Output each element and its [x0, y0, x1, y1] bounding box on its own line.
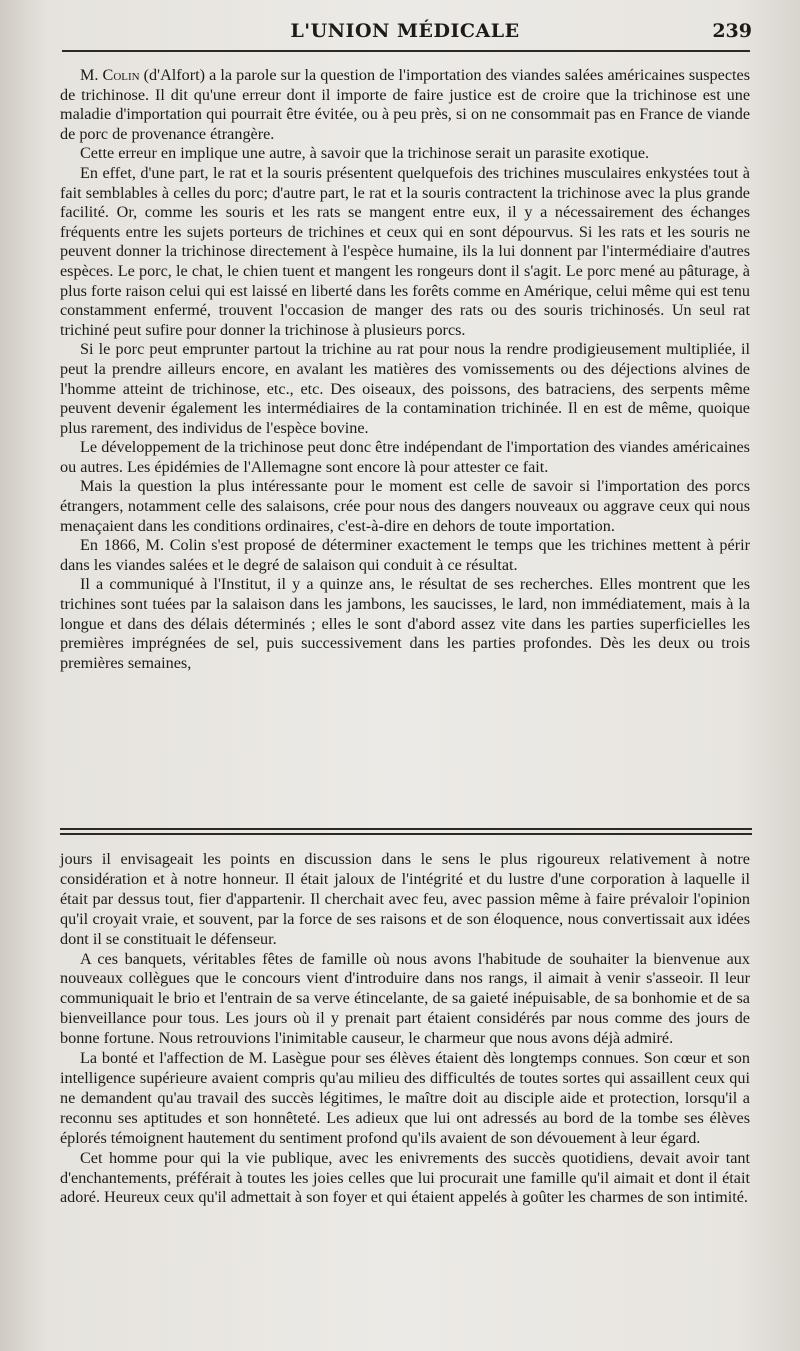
main-article — [60, 66, 750, 673]
continuation-paragraph: jours il envisageait les points en discussion dans le sens le plus rigoureux relativement à notre considération et à notre honneur. Il était jaloux de l'intégrité et du lustre d'une corporation à laquelle il était par dessus tout, fier d'appartenir. Il cherchait avec feu, avec passion même à faire prévaloir l'opinion qu'il croyait vraie, et souvent, par la force de ses raisons et de son éloquence, nous convertissait aux idées dont il se constituait le défenseur. — [60, 850, 750, 948]
continuation-paragraph: Cet homme pour qui la vie publique, avec les enivrements des succès quotidiens, devait avoir tant d'enchantements, préférait à toutes les joies celles que lui procurait une famille qu'il aimait et dont il était adoré. Heureux ceux qu'il admettait à son foyer et qui étaient appelés à goûter les charmes de son intimité. — [60, 1148, 750, 1207]
paragraph-text: (d'Alfort) a la parole sur la question de l'importation des viandes salées américaines suspectes de trichinose. Il dit qu'une erreur dont il importe de faire justice est de croire que la trichinose est une maladie d'importation qui pourrait être évitée, ou à peu près, si on ne consommait pas en France de viande de porc de provenance étrangère. — [60, 66, 750, 143]
continuation-paragraph: La bonté et l'affection de M. Lasègue pour ses élèves étaient dès longtemps connues. Son cœur et son intelligence supérieure avaient compris qu'au milieu des difficultés de toutes sortes qui assaillent ceux qui ne demandent qu'au travail des succès légitimes, le maître doit au disciple aide et protection, lorsqu'il a reconnu ses aptitudes et son honnêteté. Les adieux que lui ont adressés au bord de la tombe ses élèves éplorés témoignent hautement du sentiment profond qu'ils avaient de son dévouement à leur égard. — [60, 1049, 750, 1147]
page-number: 239 — [712, 20, 752, 42]
speaker-name: M. Colin — [80, 66, 140, 84]
article-paragraph: Le développement de la trichinose peut donc être indépendant de l'importation des viandes américaines ou autres. Les épidémies de l'Allemagne sont encore là pour attester ce fait. — [60, 438, 750, 476]
article-paragraph: En 1866, M. Colin s'est proposé de déterminer exactement le temps que les trichines mettent à périr dans les viandes salées et le degré de salaison qui conduit à ce résultat. — [60, 536, 750, 574]
article-paragraph: Il a communiqué à l'Institut, il y a quinze ans, le résultat de ses recherches. Elles montrent que les trichines sont tuées par la salaison dans les jambons, les saucisses, le lard, non immédiatement, mais à la longue et dans des délais déterminés ; elles le sont d'abord assez vite dans les parties superficielles les premières imprégnées de sel, puis successivement dans les parties profondes. Dès les deux ou trois premières semaines, — [60, 575, 750, 672]
article-paragraph: Cette erreur en implique une autre, à savoir que la trichinose serait un parasite exotique. — [80, 144, 650, 163]
article-paragraph: Mais la question la plus intéressante pour le moment est celle de savoir si l'importation des porcs étrangers, notamment celle des salaisons, crée pour nous des dangers nouveaux ou aggrave ceux qui nous menaçaient dans les conditions ordinaires, c'est-à-dire en dehors de toute importation. — [60, 477, 750, 535]
header-rule — [62, 50, 750, 52]
running-title: L'UNION MÉDICALE — [290, 20, 520, 42]
continuation-paragraph: A ces banquets, véritables fêtes de famille où nous avons l'habitude de souhaiter la bienvenue aux nouveaux collègues que le concours vient d'introduire dans nos rangs, il aimait à venir s'asseoir. Il leur communiquait le brio et l'entrain de sa verve étincelante, de sa gaieté inépuisable, de sa bonhomie et de sa bienveillance pour tous. Les jours où il y prenait part étaient considérés par nous comme des jours de bonne fortune. Nous retrouvions l'inimitable causeur, le charmeur que nous avons déjà admiré. — [60, 949, 750, 1048]
article-paragraph: En effet, d'une part, le rat et la souris présentent quelquefois des trichines musculaires enkystées tout à fait semblables à celles du porc; d'autre part, le rat et la souris contractent la trichinose avec la plus grande facilité. Or, comme les souris et les rats se mangent entre eux, il y a nécessairement des échanges fréquents entre les sujets porteurs de trichines et ceux qui en sont dépourvus. Si les rats et les souris ne peuvent donner la trichinose directement à l'espèce humaine, ils la lui donnent par l'intermédiaire d'autres espèces. Le porc, le chat, le chien tuent et mangent les rongeurs dont il s'agit. Le porc mené au pâturage, à plus forte raison celui qui est laissé en liberté dans les forêts comme en Amérique, celui même qui est tenu constamment enfermé, trouvent l'occasion de manger des rats ou des souris trichinosés. Un seul rat trichiné peut sufire pour donner la trichinose à plusieurs porcs. — [60, 163, 750, 339]
article-paragraph — [60, 66, 750, 144]
article-paragraph: Si le porc peut emprunter partout la trichine au rat pour nous la rendre prodigieusement multipliée, il peut la prendre ailleurs encore, en avalant les matières des vomissements ou des déjections alvines de l'homme atteint de trichinose, etc., etc. Des oiseaux, des poissons, des batraciens, des serpents même peuvent devenir également les intermédiaires de la contamination trichinée. Il en est de même, quoique plus rarement, des individus de l'espèce bovine. — [60, 340, 750, 437]
continuation-column — [60, 850, 750, 1208]
page-header — [62, 18, 752, 46]
section-separator — [60, 828, 752, 835]
